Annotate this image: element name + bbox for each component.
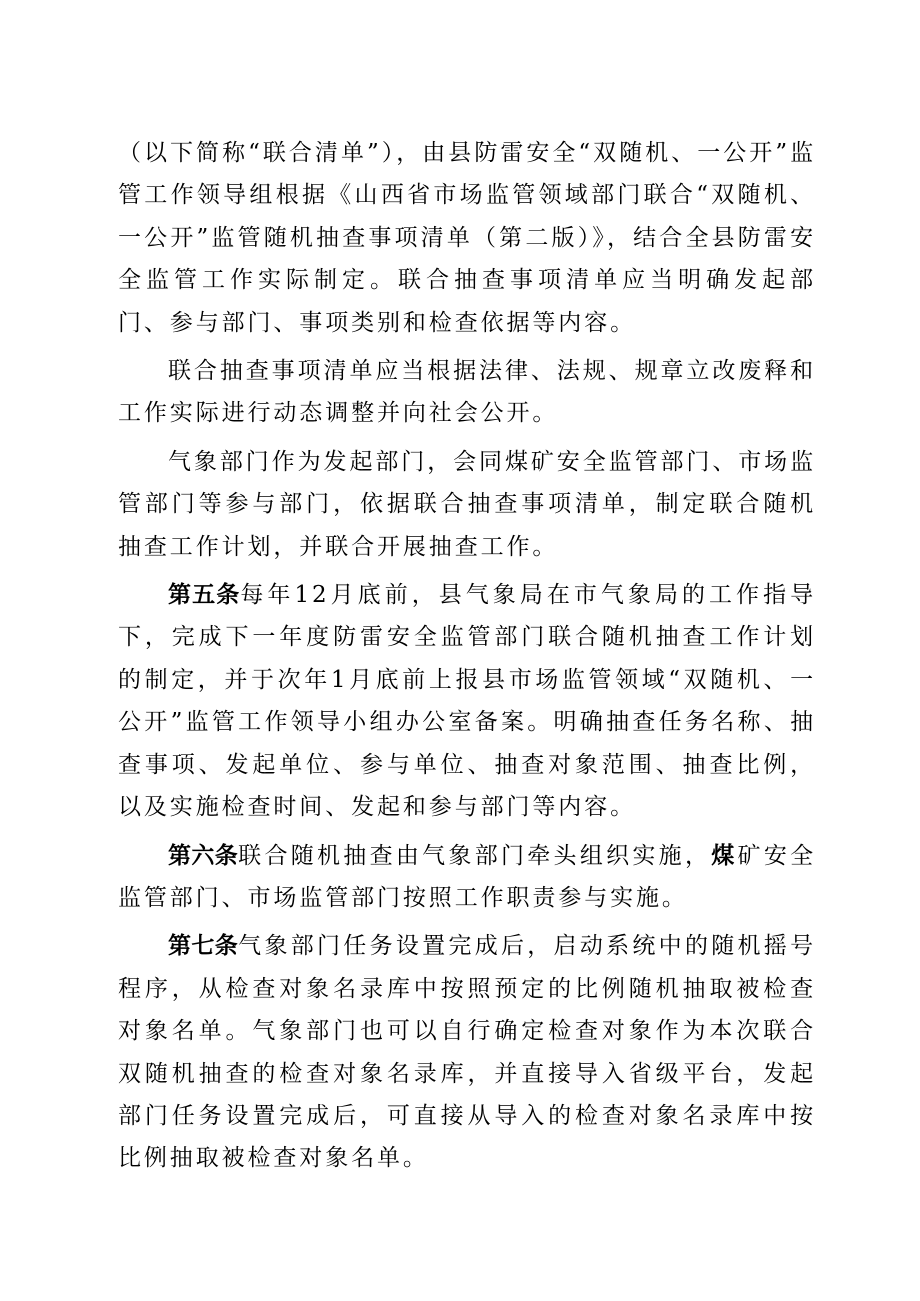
article-6-bold-char: 煤 <box>711 841 738 869</box>
paragraph-initiating-department: 气象部门作为发起部门，会同煤矿安全监管部门、市场监管部门等参与部门，依据联合抽查事项清单，制定联合随机抽查工作计划，并联合开展抽查工作。 <box>118 448 816 560</box>
paragraph-joint-list-intro: （以下简称“联合清单”），由县防雷安全“双随机、一公开”监管工作领导组根据《山西省市场监管领域部门联合“双随机、一公开”监管随机抽查事项清单（第二版）》，结合全县防雷安全监管工作实际制定。联合抽查事项清单应当明确发起部门、参与部门、事项类别和检查依据等内容。 <box>118 140 816 336</box>
article-6-text-b: 矿安全监管部门、市场监管部门按照工作职责参与实施。 <box>118 842 817 911</box>
article-6-label: 第六条 <box>168 841 239 869</box>
article-7-text: 气象部门任务设置完成后，启动系统中的随机摇号程序，从检查对象名录库中按照预定的比例随机抽取被检查对象名单。气象部门也可以自行确定检查对象作为本次联合双随机抽查的检查对象名录库，并直接导入省级平台，发起部门任务设置完成后，可直接从导入的检查对象名录库中按比例抽取被检查对象名单。 <box>118 933 816 1172</box>
document-body <box>118 132 816 1180</box>
article-6 <box>118 835 816 920</box>
article-5 <box>118 574 816 828</box>
article-6-text-a: 联合随机抽查由气象部门牵头组织实施， <box>238 842 712 869</box>
paragraph-dynamic-adjustment: 联合抽查事项清单应当根据法律、法规、规章立改废释和工作实际进行动态调整并向社会公开。 <box>118 358 816 427</box>
article-7-label: 第七条 <box>168 932 239 960</box>
article-5-label: 第五条 <box>168 581 241 609</box>
article-7 <box>118 925 816 1179</box>
article-5-text: 每年12月底前，县气象局在市气象局的工作指导下，完成下一年度防雷安全监管部门联合随机抽查工作计划的制定，并于次年1月底前上报县市场监管领域“双随机、一公开”监管工作领导小组办公室备案。明确抽查任务名称、抽查事项、发起单位、参与单位、抽查对象范围、抽查比例，以及实施检查时间、发起和参与部门等内容。 <box>118 582 816 821</box>
